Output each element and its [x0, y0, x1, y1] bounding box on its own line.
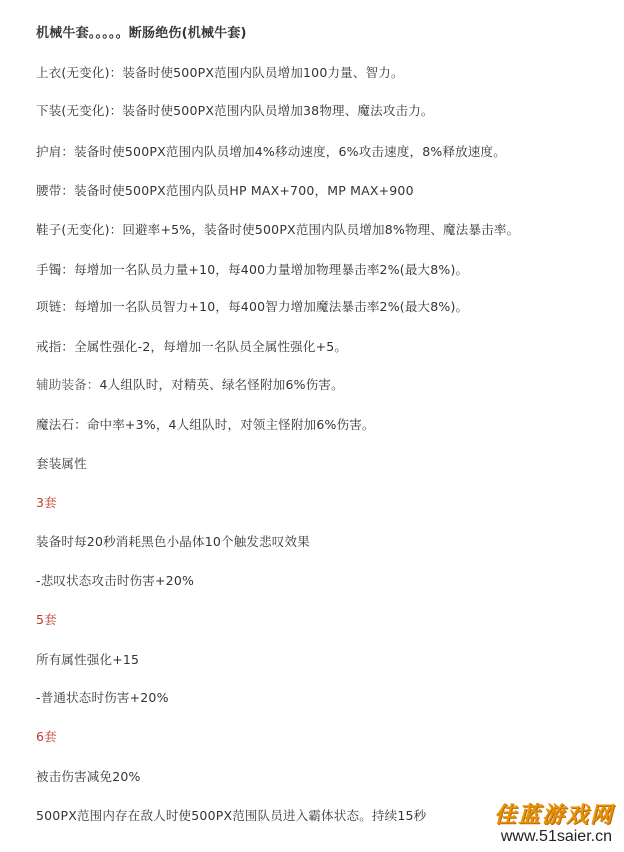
set-6-line-2: 500PX范围内存在敌人时使500PX范围队员进入霸体状态。持续15秒	[36, 808, 427, 823]
item-belt	[36, 183, 414, 199]
set-3-label: 3套	[36, 495, 57, 510]
item-label: 下装(无变化)：	[36, 103, 123, 118]
item-label: 项链：	[36, 299, 75, 314]
set-3-line-2: -悲叹状态攻击时伤害+20%	[36, 573, 195, 588]
item-bracelet	[36, 262, 468, 278]
item-text: 回避率+5%，装备时使500PX范围内队员增加8%物理、魔法暴击率。	[122, 222, 520, 237]
item-shoulder	[36, 144, 506, 160]
item-label: 魔法石：	[36, 417, 87, 432]
item-text: 每增加一名队员力量+10，每400力量增加物理暴击率2%(最大8%)。	[74, 262, 469, 277]
item-text: 装备时使500PX范围内队员增加4%移动速度，6%攻击速度，8%释放速度。	[74, 144, 506, 159]
item-label: 戒指：	[36, 339, 75, 354]
item-necklace	[36, 299, 468, 315]
set-5-label: 5套	[36, 612, 57, 627]
item-text: 装备时使500PX范围内队员增加38物理、魔法攻击力。	[122, 103, 434, 118]
set-5-line-2: -普通状态时伤害+20%	[36, 690, 169, 705]
watermark-name: 佳蓝游戏网	[493, 802, 614, 828]
item-label: 手镯：	[36, 262, 75, 277]
set-6-line-1: 被击伤害减免20%	[36, 769, 141, 784]
item-text: 命中率+3%，4人组队时，对领主怪附加6%伤害。	[86, 417, 375, 432]
item-ring	[36, 339, 347, 355]
set-title: 机械牛套。。。。。断肠绝伤(机械牛套)	[36, 26, 247, 41]
set-3-line-1: 装备时每20秒消耗黑色小晶体10个触发悲叹效果	[36, 534, 310, 549]
item-support	[36, 377, 344, 393]
item-shoes	[36, 222, 519, 238]
item-label: 腰带：	[36, 183, 75, 198]
item-text: 4人组队时，对精英、绿名怪附加6%伤害。	[99, 377, 344, 392]
item-top	[36, 65, 404, 81]
item-text: 装备时使500PX范围内队员增加100力量、智力。	[122, 65, 404, 80]
item-bottom	[36, 103, 434, 119]
site-watermark-logo	[454, 798, 614, 846]
set-6-label: 6套	[36, 729, 57, 744]
set-5-line-1: 所有属性强化+15	[36, 652, 140, 667]
item-text: 全属性强化-2，每增加一名队员全属性强化+5。	[74, 339, 348, 354]
item-text: 每增加一名队员智力+10，每400智力增加魔法暴击率2%(最大8%)。	[74, 299, 469, 314]
item-label: 辅助装备：	[36, 377, 100, 392]
item-magic-stone	[36, 417, 375, 433]
item-text: 装备时使500PX范围内队员HP MAX+700，MP MAX+900	[74, 183, 414, 198]
item-label: 上衣(无变化)：	[36, 65, 123, 80]
set-attributes-heading: 套装属性	[36, 456, 87, 471]
watermark-url: www.51saier.cn	[500, 828, 612, 845]
item-label: 护肩：	[36, 144, 75, 159]
item-label: 鞋子(无变化)：	[36, 222, 123, 237]
